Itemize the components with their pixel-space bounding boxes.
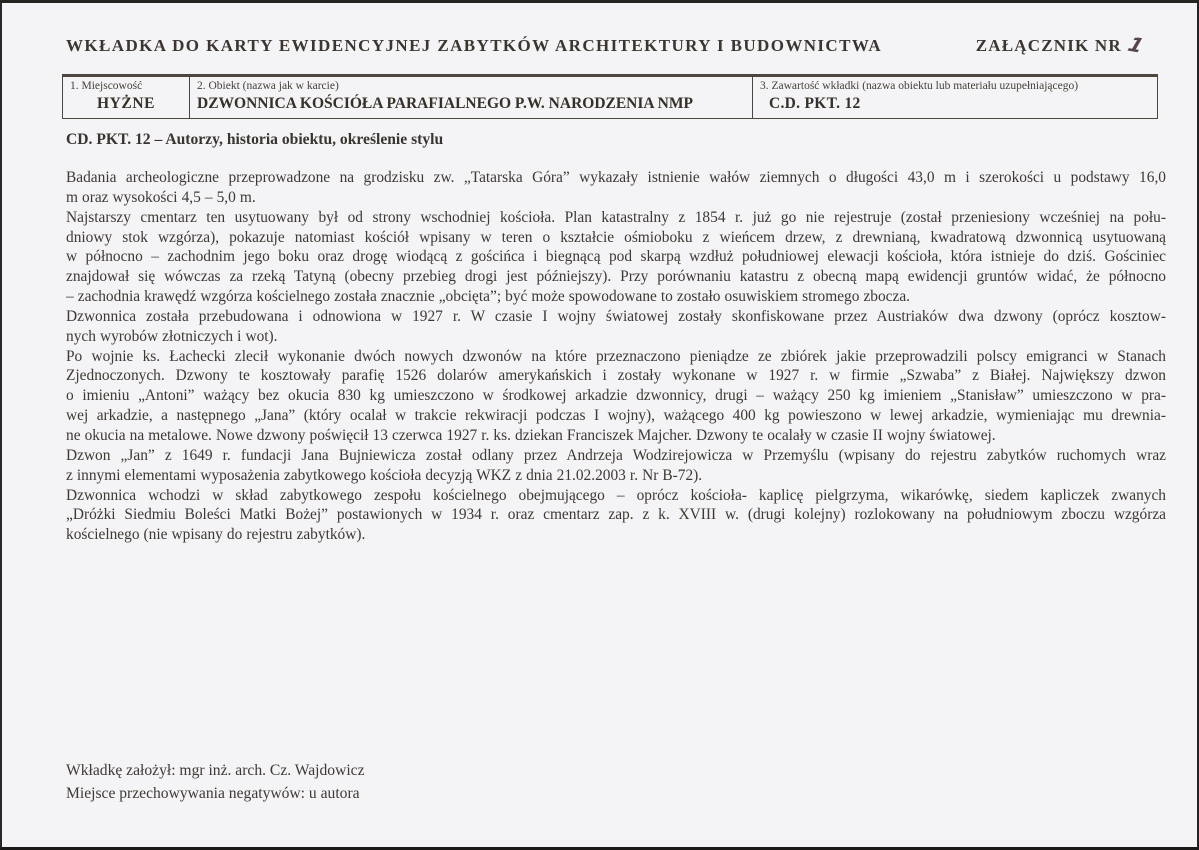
body-line: o imieniu „Antoni” ważący bez okucia 830 kg umieszczono w środkowej arkadzie dzwonnicy, drugi – ważący 250 kg imieniem „Stanisław” umieszczono w pra-: [66, 387, 1166, 405]
body-line: – zachodnia krawędź wzgórza kościelnego została znacznie „obcięta”; być może spowodowane to zostało osuwiskiem stromego zbocza.: [66, 288, 911, 306]
locality-value: HYŻNE: [96, 95, 156, 112]
contents-label: 3. Zawartość wkładki (nazwa obiektu lub materiału uzupełniającego): [760, 80, 1079, 92]
body-line: znajdował się wówczas za rzeką Tatyną (obecny przebieg drogi jest późniejszy). Przy porównaniu katastru z obecną mapą ewidencji gruntów widać, że północno: [66, 268, 1166, 286]
footer-negatives-line: Miejsce przechowywania negatywów: u autora: [66, 784, 360, 802]
table-cell-locality: [63, 77, 189, 118]
body-line: Zjednoczonych. Dzwony te kosztowały parafię 1526 dolarów amerykańskich i zostały wykonane w 1927 r. w firmie „Szwaba” z Białej. Największy dzwon: [66, 367, 1166, 385]
section-heading: CD. PKT. 12 – Autorzy, historia obiektu, określenie stylu: [66, 131, 444, 148]
document-header: [66, 32, 1149, 58]
body-line: Dzwonnica wchodzi w skład zabytkowego zespołu kościelnego obejmującego – oprócz kościoła- kaplicę pielgrzyma, wikarówkę, siedem kapliczek zwanych: [66, 486, 1166, 504]
document-title: WKŁADKA DO KARTY EWIDENCYJNEJ ZABYTKÓW ARCHITEKTURY I BUDOWNICTWA: [66, 36, 883, 55]
object-value: DZWONNICA KOŚCIÓŁA PARAFIALNEGO P.W. NARODZENIA NMP: [197, 95, 693, 112]
attachment-number-handwritten: 1: [1124, 32, 1149, 58]
body-line: z innymi elementami wyposażenia zabytkowego kościoła decyzją WKZ z dnia 21.02.2003 r. Nr B-72).: [66, 466, 703, 484]
footer-notes: [66, 760, 365, 805]
body-line: kościelnego (nie wpisany do rejestru zabytków).: [66, 526, 366, 544]
locality-label: 1. Miejscowość: [70, 80, 143, 92]
table-cell-contents: [752, 77, 1157, 118]
body-line: Dzwonnica została przebudowana i odnowiona w 1927 r. W czasie I wojny światowej zostały skonfiskowane przez Austriaków dwa dzwony (oprócz kosztow-: [66, 307, 1166, 325]
body-line: dniowy stok wzgórza), pokazuje natomiast kościół wpisany w teren o kształcie ośmioboku z wieńcem drzew, z drewnianą, kwadratową dzwonnicą usytuowaną: [66, 228, 1166, 246]
body-line: ne okucia na metalowe. Nowe dzwony poświęcił 13 czerwca 1927 r. ks. dziekan Franciszek Majcher. Dzwony te ocalały w czasie II wojny światowej.: [66, 426, 996, 444]
body-line: „Dróżki Siedmiu Boleści Matki Bożej” postawionych w 1934 r. oraz cmentarz zap. z k. XVIII w. (drugi kolejny) rozlokowany na południowym zboczu wzgórza: [66, 506, 1166, 524]
identification-table: [62, 74, 1158, 119]
contents-value: C.D. PKT. 12: [769, 95, 861, 112]
body-line: Po wojnie ks. Łachecki zlecił wykonanie dwóch nowych dzwonów na które przeznaczono pieniądze ze zbiórek jakie przeprowadzili polscy emigranci w Stanach: [66, 347, 1166, 365]
body-line: Dzwon „Jan” z 1649 r. fundacji Jana Bujniewicza został odlany przez Andrzeja Wodzirejowicza w Przemyślu (wpisany do rejestru zabytków ruchomych wraz: [66, 446, 1166, 464]
body-line: Najstarszy cmentarz ten usytuowany był od strony wschodniej kościoła. Plan katastralny z 1854 r. już go nie rejestruje (został przeniesiony wcześniej na połu-: [66, 208, 1166, 226]
body-line: Badania archeologiczne przeprowadzone na grodzisku zw. „Tatarska Góra” wykazały istnienie wałów ziemnych o długości 43,0 m i szerokości u podstawy 16,0: [66, 169, 1166, 186]
body-line: nych wyrobów złotniczych i wot).: [66, 327, 278, 345]
attachment-label-text: ZAŁĄCZNIK NR: [975, 36, 1122, 55]
body-text: [66, 168, 1166, 545]
body-line: wej arkadzie, a następnego „Jana” (który ocalał w trakcie rekwiracji podczas I wojny), ważącego 400 kg powieszono w lewej arkadzie, wymieniając mu drewnia-: [66, 407, 1166, 425]
body-line: w północno – zachodnim jego boku oraz drogę wiodącą z gościńca i biegnącą pod skarpą wzdłuż południowej elewacji kościoła, która istnieje do dziś. Gościniec: [66, 248, 1166, 266]
table-cell-object: [189, 77, 752, 118]
attachment-label: [975, 32, 1149, 58]
body-line: m oraz wysokości 4,5 – 5,0 m.: [66, 188, 256, 206]
footer-author-line: Wkładkę założył: mgr inż. arch. Cz. Wajdowicz: [66, 762, 365, 779]
object-label: 2. Obiekt (nazwa jak w karcie): [197, 80, 339, 92]
